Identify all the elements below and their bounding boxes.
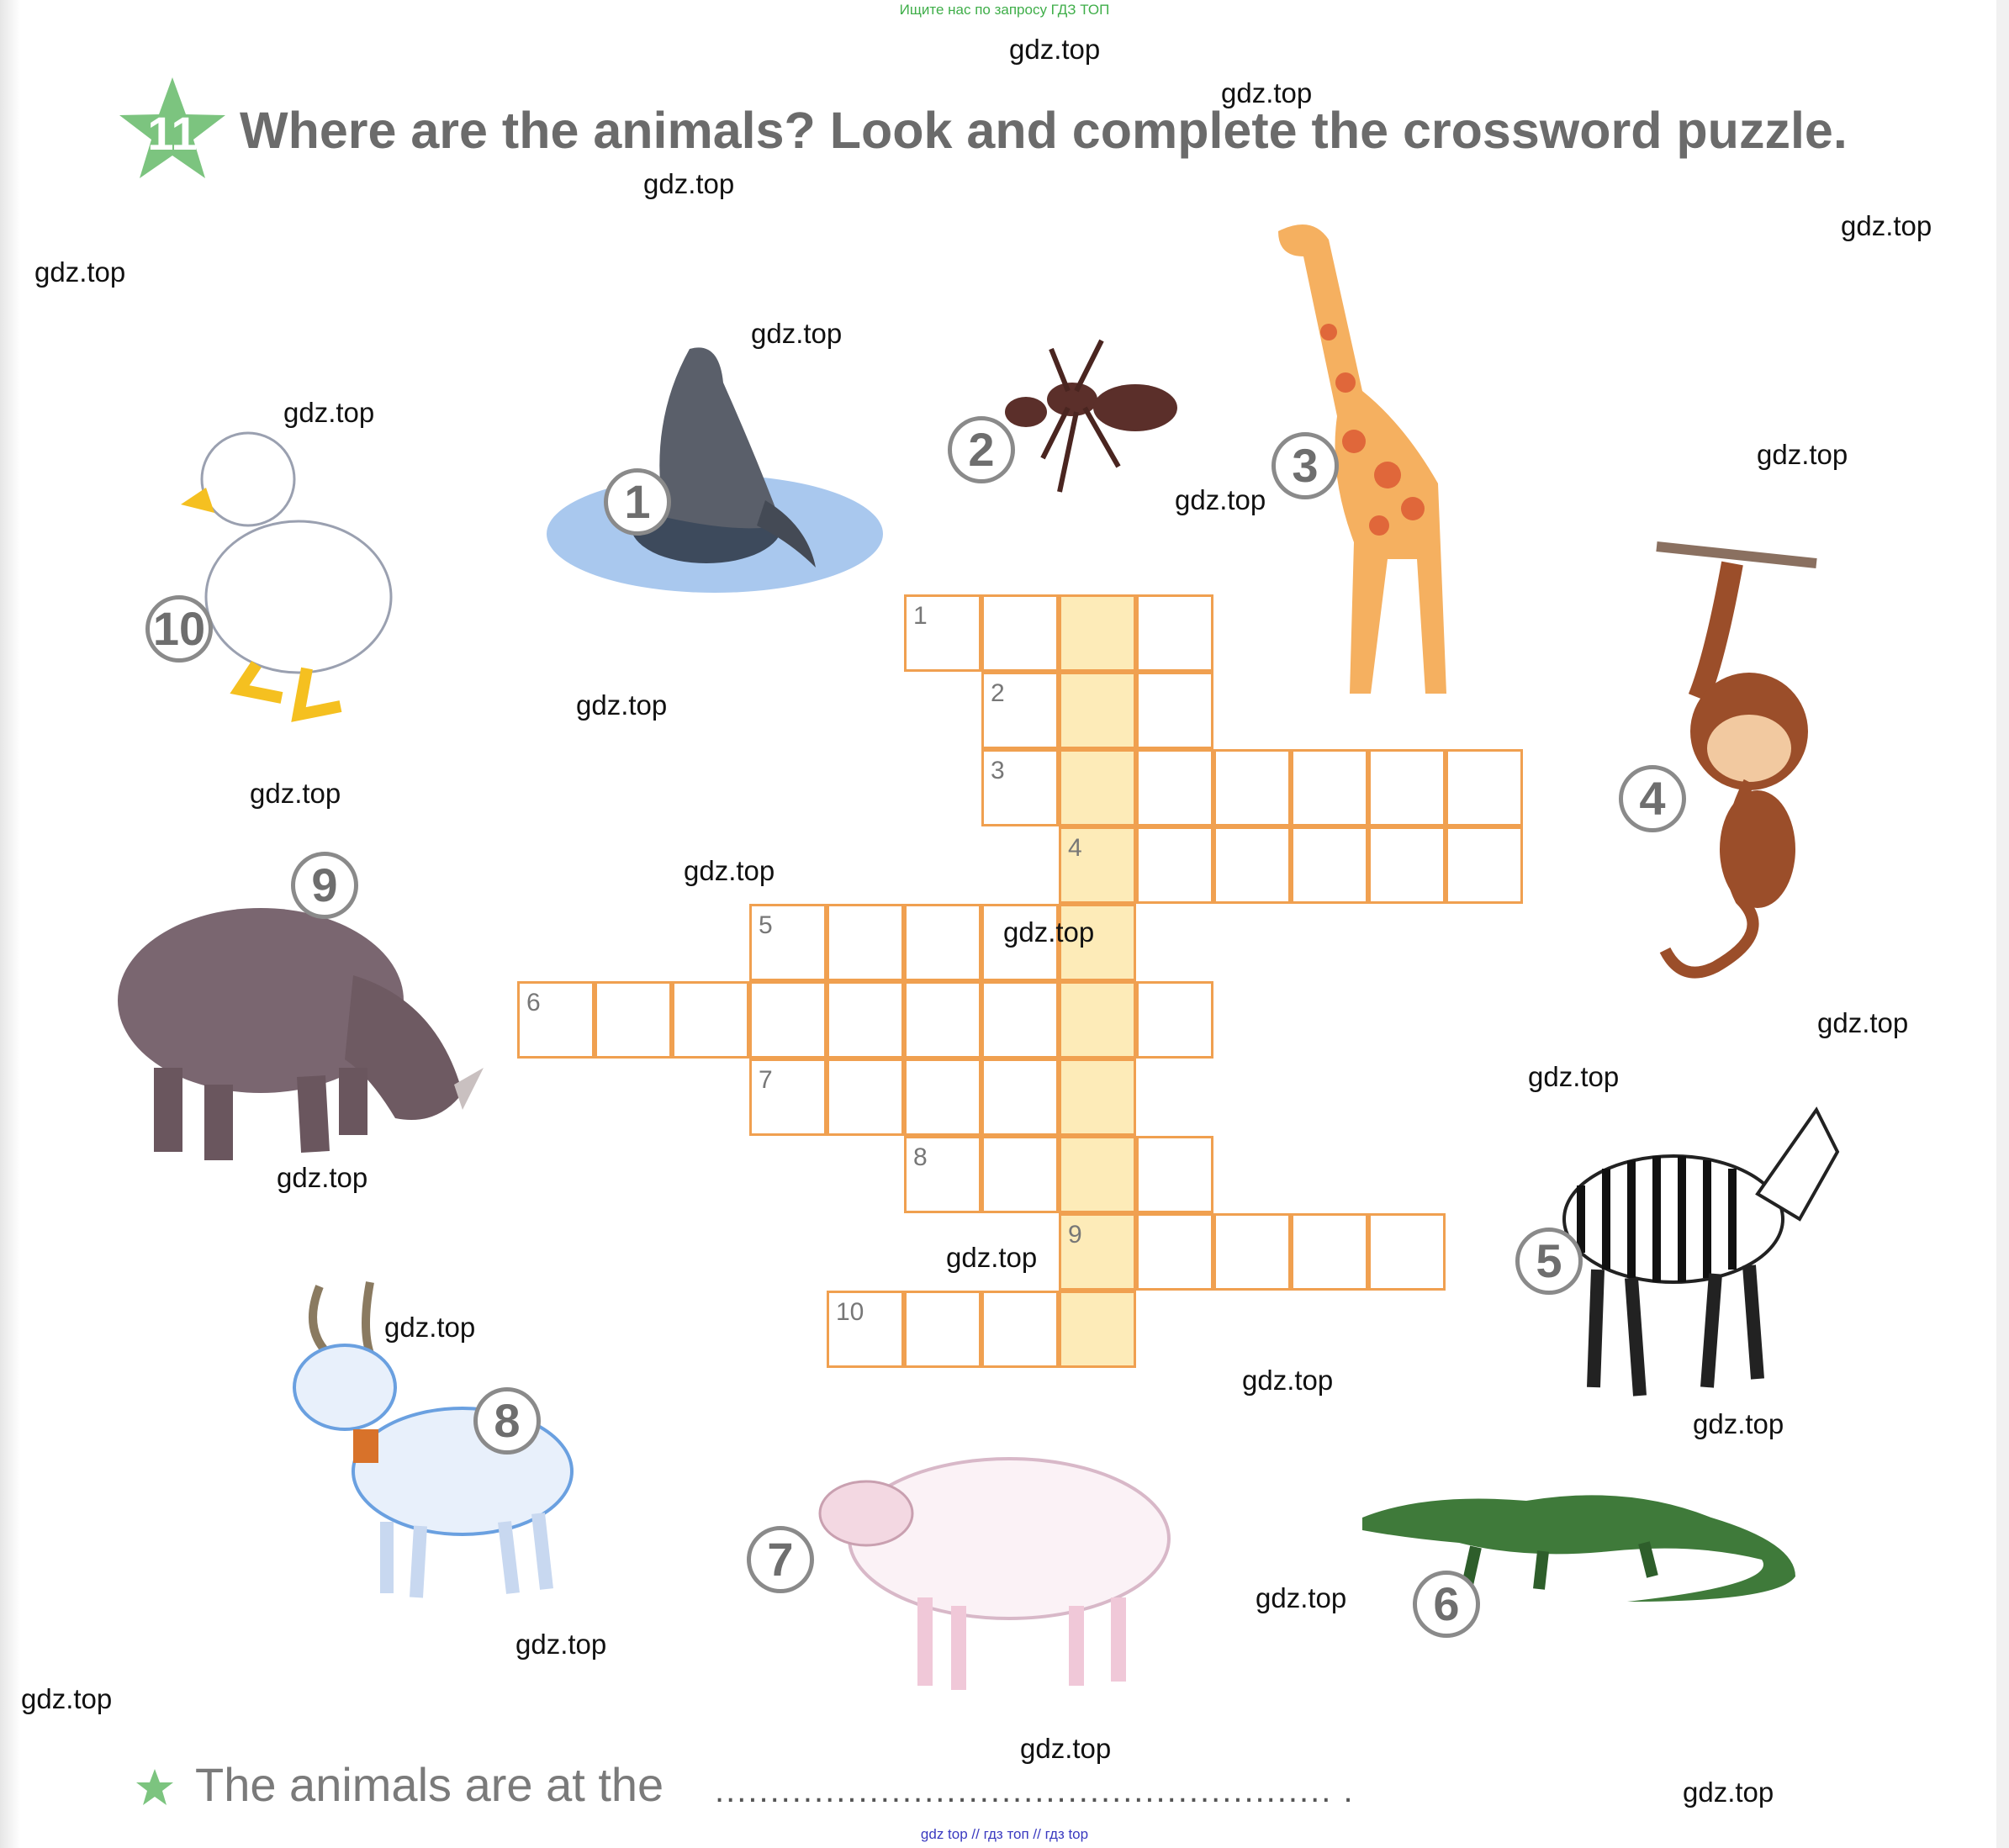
watermark: gdz.top xyxy=(1009,34,1101,65)
crossword-cell[interactable] xyxy=(517,981,595,1059)
crossword-cell[interactable] xyxy=(1213,1213,1291,1291)
crossword-key-cell[interactable] xyxy=(1059,1059,1136,1136)
page-left-shadow xyxy=(0,0,20,1848)
crossword-cell[interactable] xyxy=(749,981,827,1059)
crossword-key-cell[interactable] xyxy=(1059,1291,1136,1368)
picture-number-3: 3 xyxy=(1271,432,1339,499)
clue-number-9: 9 xyxy=(1068,1221,1082,1249)
watermark: gdz.top xyxy=(1020,1733,1112,1764)
crossword-key-cell[interactable] xyxy=(1059,594,1136,672)
crossword-cell[interactable] xyxy=(595,981,672,1059)
watermark: gdz.top xyxy=(1175,484,1266,515)
page-right-edge xyxy=(1996,0,2009,1848)
crossword-cell[interactable] xyxy=(981,1059,1059,1136)
seal-picture xyxy=(538,332,891,610)
watermark: gdz.top xyxy=(1528,1061,1620,1092)
crossword-cell[interactable] xyxy=(1136,672,1213,749)
exercise-title: Where are the animals? Look and complete the crossword puzzle. xyxy=(240,102,1848,159)
crossword-cell[interactable] xyxy=(827,904,904,981)
crossword-cell[interactable] xyxy=(981,1291,1059,1368)
crossword-cell[interactable] xyxy=(904,1291,981,1368)
crossword-key-cell[interactable] xyxy=(1059,1213,1136,1291)
clue-number-8: 8 xyxy=(913,1143,928,1171)
crossword-cell[interactable] xyxy=(904,981,981,1059)
watermark: gdz.top xyxy=(1242,1365,1334,1396)
crossword-cell[interactable] xyxy=(1136,826,1213,904)
crossword-key-cell[interactable] xyxy=(1059,981,1136,1059)
small-star-icon xyxy=(135,1767,175,1808)
watermark: gdz.top xyxy=(384,1312,476,1343)
crossword-cell[interactable] xyxy=(904,1136,981,1213)
picture-number-8: 8 xyxy=(473,1387,541,1455)
watermark: gdz.top xyxy=(283,397,375,428)
picture-number-6: 6 xyxy=(1413,1571,1480,1638)
picture-number-4: 4 xyxy=(1619,765,1686,832)
watermark: gdz.top xyxy=(1221,77,1313,108)
duck-picture xyxy=(181,420,408,731)
clue-number-6: 6 xyxy=(526,989,541,1016)
watermark: gdz.top xyxy=(515,1629,607,1660)
crossword-cell[interactable] xyxy=(981,1136,1059,1213)
clue-number-7: 7 xyxy=(759,1066,773,1094)
crossword-cell[interactable] xyxy=(1213,826,1291,904)
watermark: gdz.top xyxy=(277,1162,368,1193)
crossword-cell[interactable] xyxy=(981,672,1059,749)
footer-note: gdz top // гдз топ // гдз top xyxy=(920,1826,1089,1842)
crossword-cell[interactable] xyxy=(1136,749,1213,826)
crossword-cell[interactable] xyxy=(749,1059,827,1136)
clue-number-5: 5 xyxy=(759,911,773,939)
watermark: gdz.top xyxy=(946,1242,1038,1273)
crossword-cell[interactable] xyxy=(1136,1136,1213,1213)
watermark: gdz.top xyxy=(1683,1777,1774,1808)
watermark: gdz.top xyxy=(1757,439,1848,470)
monkey-picture xyxy=(1648,530,1867,992)
crossword-cell[interactable] xyxy=(1291,1213,1368,1291)
crossword-cell[interactable] xyxy=(981,981,1059,1059)
crossword-cell[interactable] xyxy=(1136,594,1213,672)
picture-number-5: 5 xyxy=(1515,1228,1583,1295)
answer-sentence: The animals are at the xyxy=(195,1758,664,1811)
crossword-cell[interactable] xyxy=(1136,981,1213,1059)
exercise-number-star xyxy=(118,76,227,185)
watermark: gdz.top xyxy=(684,855,775,886)
header-note: Ищите нас по запросу ГДЗ ТОП xyxy=(899,2,1110,18)
crossword-cell[interactable] xyxy=(981,749,1059,826)
clue-number-10: 10 xyxy=(836,1298,864,1326)
crossword-cell[interactable] xyxy=(1368,826,1446,904)
crossword-cell[interactable] xyxy=(1291,749,1368,826)
watermark: gdz.top xyxy=(1841,210,1932,241)
watermark: gdz.top xyxy=(250,778,341,809)
exercise-number: 11 xyxy=(147,107,198,160)
crossword-cell[interactable] xyxy=(827,1291,904,1368)
sheep-picture xyxy=(807,1438,1194,1698)
picture-number-2: 2 xyxy=(948,416,1015,483)
crossword-cell[interactable] xyxy=(672,981,749,1059)
clue-number-1: 1 xyxy=(913,602,928,630)
crossword-cell[interactable] xyxy=(1213,749,1291,826)
crossword-key-cell[interactable] xyxy=(1059,749,1136,826)
crossword-cell[interactable] xyxy=(1136,1213,1213,1291)
watermark: gdz.top xyxy=(751,318,843,349)
watermark: gdz.top xyxy=(1817,1007,1909,1038)
clue-number-3: 3 xyxy=(991,757,1005,784)
crossword-cell[interactable] xyxy=(904,1059,981,1136)
picture-number-1: 1 xyxy=(604,468,671,536)
watermark: gdz.top xyxy=(34,256,126,288)
watermark: gdz.top xyxy=(1003,916,1095,948)
crossword-cell[interactable] xyxy=(749,904,827,981)
watermark: gdz.top xyxy=(1256,1582,1347,1613)
answer-blank[interactable]: ........................................................ . xyxy=(715,1772,1355,1809)
watermark: gdz.top xyxy=(576,689,668,721)
picture-number-7: 7 xyxy=(747,1526,814,1593)
clue-number-4: 4 xyxy=(1068,834,1082,862)
crossword-cell[interactable] xyxy=(827,1059,904,1136)
ant-picture xyxy=(992,332,1186,500)
watermark: gdz.top xyxy=(643,168,735,199)
crossword-cell[interactable] xyxy=(1368,749,1446,826)
crossword-cell[interactable] xyxy=(981,594,1059,672)
picture-number-10: 10 xyxy=(145,595,213,663)
crossword-cell[interactable] xyxy=(1446,749,1523,826)
crossword-cell[interactable] xyxy=(904,904,981,981)
crossword-cell[interactable] xyxy=(1446,826,1523,904)
crossword-cell[interactable] xyxy=(1368,1213,1446,1291)
crossword-cell[interactable] xyxy=(904,594,981,672)
crossword-cell[interactable] xyxy=(827,981,904,1059)
watermark: gdz.top xyxy=(21,1683,113,1714)
clue-number-2: 2 xyxy=(991,679,1005,707)
rhino-picture xyxy=(101,874,488,1185)
zebra-picture xyxy=(1547,1085,1850,1404)
crossword-key-cell[interactable] xyxy=(1059,1136,1136,1213)
crossword-cell[interactable] xyxy=(1291,826,1368,904)
watermark: gdz.top xyxy=(1693,1408,1784,1439)
crossword-key-cell[interactable] xyxy=(1059,826,1136,904)
picture-number-9: 9 xyxy=(291,852,358,919)
crossword-key-cell[interactable] xyxy=(1059,672,1136,749)
